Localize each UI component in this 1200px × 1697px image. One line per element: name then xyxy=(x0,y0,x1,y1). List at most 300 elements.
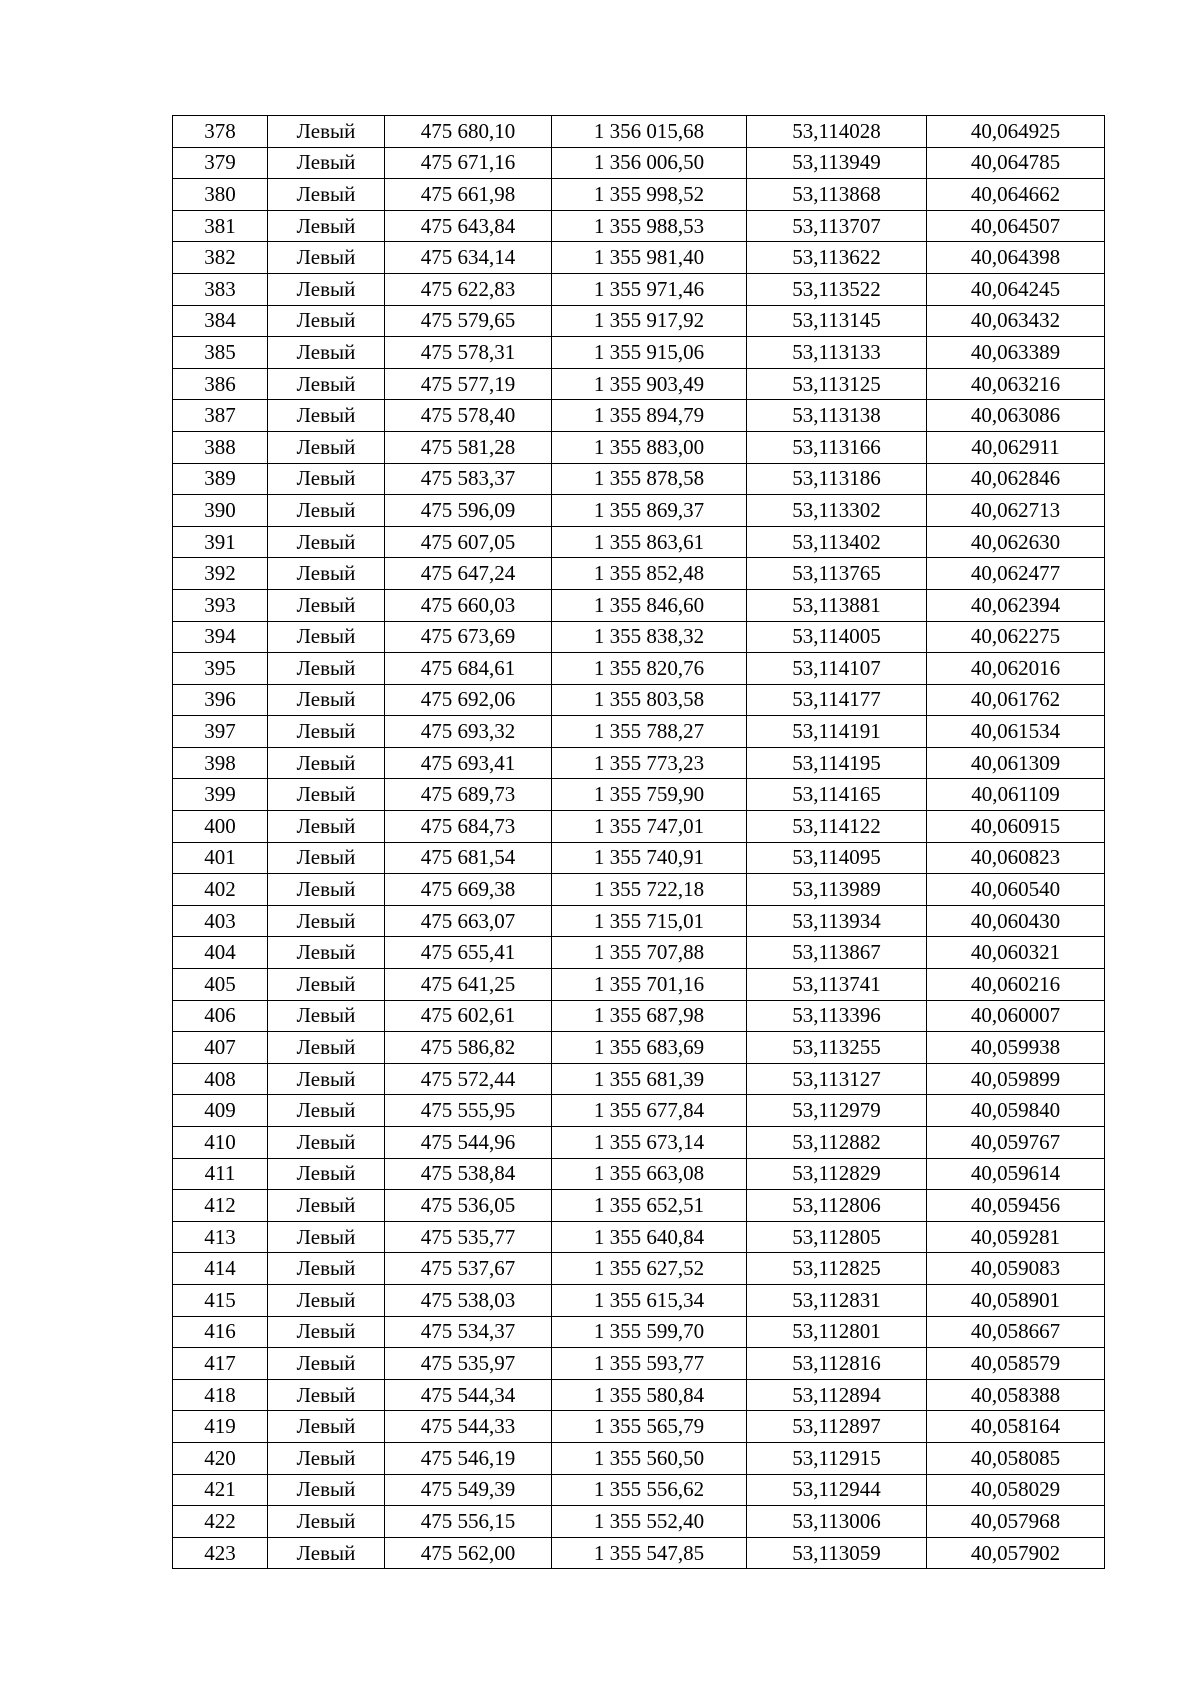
table-row xyxy=(173,937,1105,969)
longitude-cell: 40,064507 xyxy=(927,210,1105,242)
table-row xyxy=(173,589,1105,621)
y-coordinate-cell: 1 355 673,14 xyxy=(552,1127,747,1159)
y-coordinate-cell: 1 355 565,79 xyxy=(552,1411,747,1443)
y-coordinate-cell: 1 355 981,40 xyxy=(552,242,747,274)
latitude-cell: 53,113741 xyxy=(747,969,927,1001)
y-coordinate-cell: 1 355 593,77 xyxy=(552,1348,747,1380)
side-cell: Левый xyxy=(268,463,385,495)
point-number-cell: 401 xyxy=(173,842,268,874)
y-coordinate-cell: 1 355 580,84 xyxy=(552,1379,747,1411)
longitude-cell: 40,058667 xyxy=(927,1316,1105,1348)
side-cell: Левый xyxy=(268,842,385,874)
x-coordinate-cell: 475 693,32 xyxy=(385,716,552,748)
x-coordinate-cell: 475 538,03 xyxy=(385,1284,552,1316)
longitude-cell: 40,058388 xyxy=(927,1379,1105,1411)
y-coordinate-cell: 1 355 820,76 xyxy=(552,653,747,685)
y-coordinate-cell: 1 355 722,18 xyxy=(552,874,747,906)
longitude-cell: 40,058029 xyxy=(927,1474,1105,1506)
x-coordinate-cell: 475 680,10 xyxy=(385,116,552,148)
x-coordinate-cell: 475 684,73 xyxy=(385,811,552,843)
latitude-cell: 53,113145 xyxy=(747,305,927,337)
x-coordinate-cell: 475 693,41 xyxy=(385,747,552,779)
side-cell: Левый xyxy=(268,621,385,653)
table-row xyxy=(173,431,1105,463)
x-coordinate-cell: 475 660,03 xyxy=(385,589,552,621)
table-row xyxy=(173,811,1105,843)
latitude-cell: 53,114095 xyxy=(747,842,927,874)
longitude-cell: 40,058085 xyxy=(927,1442,1105,1474)
table-row xyxy=(173,116,1105,148)
side-cell: Левый xyxy=(268,337,385,369)
side-cell: Левый xyxy=(268,1221,385,1253)
longitude-cell: 40,062846 xyxy=(927,463,1105,495)
point-number-cell: 397 xyxy=(173,716,268,748)
y-coordinate-cell: 1 355 701,16 xyxy=(552,969,747,1001)
side-cell: Левый xyxy=(268,874,385,906)
point-number-cell: 394 xyxy=(173,621,268,653)
latitude-cell: 53,113006 xyxy=(747,1506,927,1538)
x-coordinate-cell: 475 536,05 xyxy=(385,1190,552,1222)
point-number-cell: 420 xyxy=(173,1442,268,1474)
x-coordinate-cell: 475 534,37 xyxy=(385,1316,552,1348)
y-coordinate-cell: 1 355 971,46 xyxy=(552,273,747,305)
point-number-cell: 417 xyxy=(173,1348,268,1380)
latitude-cell: 53,113868 xyxy=(747,179,927,211)
side-cell: Левый xyxy=(268,1063,385,1095)
latitude-cell: 53,113765 xyxy=(747,558,927,590)
point-number-cell: 392 xyxy=(173,558,268,590)
table-row xyxy=(173,1379,1105,1411)
table-row xyxy=(173,1284,1105,1316)
x-coordinate-cell: 475 544,96 xyxy=(385,1127,552,1159)
table-row xyxy=(173,874,1105,906)
table-row xyxy=(173,1474,1105,1506)
side-cell: Левый xyxy=(268,179,385,211)
latitude-cell: 53,113949 xyxy=(747,147,927,179)
side-cell: Левый xyxy=(268,495,385,527)
y-coordinate-cell: 1 355 915,06 xyxy=(552,337,747,369)
point-number-cell: 408 xyxy=(173,1063,268,1095)
y-coordinate-cell: 1 355 640,84 xyxy=(552,1221,747,1253)
table-row xyxy=(173,1032,1105,1064)
y-coordinate-cell: 1 355 663,08 xyxy=(552,1158,747,1190)
point-number-cell: 416 xyxy=(173,1316,268,1348)
table-row xyxy=(173,716,1105,748)
side-cell: Левый xyxy=(268,969,385,1001)
table-row xyxy=(173,684,1105,716)
latitude-cell: 53,114177 xyxy=(747,684,927,716)
latitude-cell: 53,112897 xyxy=(747,1411,927,1443)
table-row xyxy=(173,747,1105,779)
y-coordinate-cell: 1 355 759,90 xyxy=(552,779,747,811)
latitude-cell: 53,113934 xyxy=(747,905,927,937)
y-coordinate-cell: 1 355 878,58 xyxy=(552,463,747,495)
x-coordinate-cell: 475 692,06 xyxy=(385,684,552,716)
y-coordinate-cell: 1 355 652,51 xyxy=(552,1190,747,1222)
point-number-cell: 386 xyxy=(173,368,268,400)
x-coordinate-cell: 475 681,54 xyxy=(385,842,552,874)
table-row xyxy=(173,368,1105,400)
x-coordinate-cell: 475 602,61 xyxy=(385,1000,552,1032)
y-coordinate-cell: 1 355 838,32 xyxy=(552,621,747,653)
point-number-cell: 409 xyxy=(173,1095,268,1127)
side-cell: Левый xyxy=(268,1253,385,1285)
side-cell: Левый xyxy=(268,526,385,558)
latitude-cell: 53,113059 xyxy=(747,1537,927,1569)
point-number-cell: 421 xyxy=(173,1474,268,1506)
table-row xyxy=(173,558,1105,590)
table-row xyxy=(173,179,1105,211)
x-coordinate-cell: 475 555,95 xyxy=(385,1095,552,1127)
x-coordinate-cell: 475 538,84 xyxy=(385,1158,552,1190)
longitude-cell: 40,061762 xyxy=(927,684,1105,716)
x-coordinate-cell: 475 578,31 xyxy=(385,337,552,369)
point-number-cell: 385 xyxy=(173,337,268,369)
point-number-cell: 379 xyxy=(173,147,268,179)
side-cell: Левый xyxy=(268,811,385,843)
longitude-cell: 40,061109 xyxy=(927,779,1105,811)
latitude-cell: 53,113186 xyxy=(747,463,927,495)
x-coordinate-cell: 475 647,24 xyxy=(385,558,552,590)
table-row xyxy=(173,779,1105,811)
x-coordinate-cell: 475 546,19 xyxy=(385,1442,552,1474)
longitude-cell: 40,060321 xyxy=(927,937,1105,969)
longitude-cell: 40,063216 xyxy=(927,368,1105,400)
latitude-cell: 53,112944 xyxy=(747,1474,927,1506)
longitude-cell: 40,064662 xyxy=(927,179,1105,211)
latitude-cell: 53,112882 xyxy=(747,1127,927,1159)
latitude-cell: 53,113133 xyxy=(747,337,927,369)
table-row xyxy=(173,1537,1105,1569)
latitude-cell: 53,113138 xyxy=(747,400,927,432)
side-cell: Левый xyxy=(268,684,385,716)
side-cell: Левый xyxy=(268,1158,385,1190)
table-row xyxy=(173,147,1105,179)
side-cell: Левый xyxy=(268,1127,385,1159)
side-cell: Левый xyxy=(268,116,385,148)
side-cell: Левый xyxy=(268,589,385,621)
table-row xyxy=(173,242,1105,274)
side-cell: Левый xyxy=(268,400,385,432)
latitude-cell: 53,112829 xyxy=(747,1158,927,1190)
table-row xyxy=(173,495,1105,527)
y-coordinate-cell: 1 355 894,79 xyxy=(552,400,747,432)
point-number-cell: 404 xyxy=(173,937,268,969)
y-coordinate-cell: 1 355 788,27 xyxy=(552,716,747,748)
y-coordinate-cell: 1 355 599,70 xyxy=(552,1316,747,1348)
latitude-cell: 53,113881 xyxy=(747,589,927,621)
side-cell: Левый xyxy=(268,1474,385,1506)
latitude-cell: 53,113302 xyxy=(747,495,927,527)
side-cell: Левый xyxy=(268,1032,385,1064)
table-row xyxy=(173,1442,1105,1474)
latitude-cell: 53,112805 xyxy=(747,1221,927,1253)
y-coordinate-cell: 1 355 883,00 xyxy=(552,431,747,463)
latitude-cell: 53,113522 xyxy=(747,273,927,305)
y-coordinate-cell: 1 355 903,49 xyxy=(552,368,747,400)
y-coordinate-cell: 1 355 988,53 xyxy=(552,210,747,242)
y-coordinate-cell: 1 355 627,52 xyxy=(552,1253,747,1285)
y-coordinate-cell: 1 355 773,23 xyxy=(552,747,747,779)
longitude-cell: 40,061534 xyxy=(927,716,1105,748)
table-row xyxy=(173,463,1105,495)
latitude-cell: 53,113622 xyxy=(747,242,927,274)
latitude-cell: 53,112801 xyxy=(747,1316,927,1348)
longitude-cell: 40,062275 xyxy=(927,621,1105,653)
latitude-cell: 53,114195 xyxy=(747,747,927,779)
latitude-cell: 53,112825 xyxy=(747,1253,927,1285)
side-cell: Левый xyxy=(268,431,385,463)
y-coordinate-cell: 1 355 740,91 xyxy=(552,842,747,874)
longitude-cell: 40,058164 xyxy=(927,1411,1105,1443)
x-coordinate-cell: 475 562,00 xyxy=(385,1537,552,1569)
latitude-cell: 53,113402 xyxy=(747,526,927,558)
y-coordinate-cell: 1 355 852,48 xyxy=(552,558,747,590)
side-cell: Левый xyxy=(268,558,385,590)
point-number-cell: 389 xyxy=(173,463,268,495)
x-coordinate-cell: 475 643,84 xyxy=(385,210,552,242)
point-number-cell: 423 xyxy=(173,1537,268,1569)
point-number-cell: 398 xyxy=(173,747,268,779)
table-row xyxy=(173,1190,1105,1222)
y-coordinate-cell: 1 355 715,01 xyxy=(552,905,747,937)
longitude-cell: 40,059840 xyxy=(927,1095,1105,1127)
point-number-cell: 405 xyxy=(173,969,268,1001)
side-cell: Левый xyxy=(268,937,385,969)
longitude-cell: 40,062713 xyxy=(927,495,1105,527)
point-number-cell: 411 xyxy=(173,1158,268,1190)
side-cell: Левый xyxy=(268,242,385,274)
latitude-cell: 53,112816 xyxy=(747,1348,927,1380)
point-number-cell: 412 xyxy=(173,1190,268,1222)
table-row xyxy=(173,969,1105,1001)
longitude-cell: 40,062477 xyxy=(927,558,1105,590)
y-coordinate-cell: 1 355 917,92 xyxy=(552,305,747,337)
longitude-cell: 40,059767 xyxy=(927,1127,1105,1159)
x-coordinate-cell: 475 596,09 xyxy=(385,495,552,527)
longitude-cell: 40,059456 xyxy=(927,1190,1105,1222)
side-cell: Левый xyxy=(268,147,385,179)
side-cell: Левый xyxy=(268,1442,385,1474)
point-number-cell: 396 xyxy=(173,684,268,716)
point-number-cell: 390 xyxy=(173,495,268,527)
longitude-cell: 40,062630 xyxy=(927,526,1105,558)
latitude-cell: 53,114005 xyxy=(747,621,927,653)
x-coordinate-cell: 475 689,73 xyxy=(385,779,552,811)
table-row xyxy=(173,1411,1105,1443)
latitude-cell: 53,114107 xyxy=(747,653,927,685)
longitude-cell: 40,059083 xyxy=(927,1253,1105,1285)
side-cell: Левый xyxy=(268,1000,385,1032)
x-coordinate-cell: 475 544,33 xyxy=(385,1411,552,1443)
longitude-cell: 40,060007 xyxy=(927,1000,1105,1032)
longitude-cell: 40,063432 xyxy=(927,305,1105,337)
point-number-cell: 393 xyxy=(173,589,268,621)
table-row xyxy=(173,842,1105,874)
x-coordinate-cell: 475 663,07 xyxy=(385,905,552,937)
table-row xyxy=(173,1221,1105,1253)
point-number-cell: 422 xyxy=(173,1506,268,1538)
x-coordinate-cell: 475 671,16 xyxy=(385,147,552,179)
table-row xyxy=(173,273,1105,305)
latitude-cell: 53,114028 xyxy=(747,116,927,148)
point-number-cell: 413 xyxy=(173,1221,268,1253)
x-coordinate-cell: 475 607,05 xyxy=(385,526,552,558)
longitude-cell: 40,057902 xyxy=(927,1537,1105,1569)
latitude-cell: 53,113989 xyxy=(747,874,927,906)
y-coordinate-cell: 1 355 707,88 xyxy=(552,937,747,969)
point-number-cell: 387 xyxy=(173,400,268,432)
longitude-cell: 40,063086 xyxy=(927,400,1105,432)
point-number-cell: 402 xyxy=(173,874,268,906)
table-row xyxy=(173,1095,1105,1127)
table-row xyxy=(173,305,1105,337)
x-coordinate-cell: 475 661,98 xyxy=(385,179,552,211)
side-cell: Левый xyxy=(268,368,385,400)
longitude-cell: 40,063389 xyxy=(927,337,1105,369)
point-number-cell: 380 xyxy=(173,179,268,211)
table-row xyxy=(173,337,1105,369)
x-coordinate-cell: 475 669,38 xyxy=(385,874,552,906)
x-coordinate-cell: 475 549,39 xyxy=(385,1474,552,1506)
longitude-cell: 40,060216 xyxy=(927,969,1105,1001)
longitude-cell: 40,064785 xyxy=(927,147,1105,179)
point-number-cell: 415 xyxy=(173,1284,268,1316)
y-coordinate-cell: 1 355 803,58 xyxy=(552,684,747,716)
point-number-cell: 391 xyxy=(173,526,268,558)
y-coordinate-cell: 1 355 869,37 xyxy=(552,495,747,527)
side-cell: Левый xyxy=(268,1316,385,1348)
point-number-cell: 410 xyxy=(173,1127,268,1159)
table-row xyxy=(173,1000,1105,1032)
longitude-cell: 40,059281 xyxy=(927,1221,1105,1253)
latitude-cell: 53,114165 xyxy=(747,779,927,811)
latitude-cell: 53,112979 xyxy=(747,1095,927,1127)
y-coordinate-cell: 1 355 556,62 xyxy=(552,1474,747,1506)
table-row xyxy=(173,905,1105,937)
longitude-cell: 40,064245 xyxy=(927,273,1105,305)
side-cell: Левый xyxy=(268,1095,385,1127)
latitude-cell: 53,113125 xyxy=(747,368,927,400)
x-coordinate-cell: 475 578,40 xyxy=(385,400,552,432)
table-row xyxy=(173,400,1105,432)
latitude-cell: 53,113867 xyxy=(747,937,927,969)
side-cell: Левый xyxy=(268,716,385,748)
longitude-cell: 40,062911 xyxy=(927,431,1105,463)
x-coordinate-cell: 475 673,69 xyxy=(385,621,552,653)
side-cell: Левый xyxy=(268,210,385,242)
longitude-cell: 40,064925 xyxy=(927,116,1105,148)
y-coordinate-cell: 1 355 677,84 xyxy=(552,1095,747,1127)
side-cell: Левый xyxy=(268,1190,385,1222)
latitude-cell: 53,112831 xyxy=(747,1284,927,1316)
x-coordinate-cell: 475 535,97 xyxy=(385,1348,552,1380)
side-cell: Левый xyxy=(268,653,385,685)
coordinates-table xyxy=(172,115,1105,1569)
y-coordinate-cell: 1 355 863,61 xyxy=(552,526,747,558)
point-number-cell: 406 xyxy=(173,1000,268,1032)
longitude-cell: 40,058901 xyxy=(927,1284,1105,1316)
y-coordinate-cell: 1 355 747,01 xyxy=(552,811,747,843)
table-row xyxy=(173,210,1105,242)
point-number-cell: 414 xyxy=(173,1253,268,1285)
x-coordinate-cell: 475 556,15 xyxy=(385,1506,552,1538)
x-coordinate-cell: 475 579,65 xyxy=(385,305,552,337)
point-number-cell: 388 xyxy=(173,431,268,463)
y-coordinate-cell: 1 355 687,98 xyxy=(552,1000,747,1032)
y-coordinate-cell: 1 355 547,85 xyxy=(552,1537,747,1569)
latitude-cell: 53,113707 xyxy=(747,210,927,242)
longitude-cell: 40,060915 xyxy=(927,811,1105,843)
latitude-cell: 53,113166 xyxy=(747,431,927,463)
longitude-cell: 40,059614 xyxy=(927,1158,1105,1190)
table-row xyxy=(173,1253,1105,1285)
table-row xyxy=(173,1127,1105,1159)
latitude-cell: 53,114191 xyxy=(747,716,927,748)
table-row xyxy=(173,1316,1105,1348)
longitude-cell: 40,059938 xyxy=(927,1032,1105,1064)
side-cell: Левый xyxy=(268,1284,385,1316)
latitude-cell: 53,114122 xyxy=(747,811,927,843)
longitude-cell: 40,060540 xyxy=(927,874,1105,906)
side-cell: Левый xyxy=(268,305,385,337)
point-number-cell: 400 xyxy=(173,811,268,843)
table-row xyxy=(173,526,1105,558)
point-number-cell: 407 xyxy=(173,1032,268,1064)
side-cell: Левый xyxy=(268,1379,385,1411)
longitude-cell: 40,058579 xyxy=(927,1348,1105,1380)
point-number-cell: 395 xyxy=(173,653,268,685)
y-coordinate-cell: 1 356 006,50 xyxy=(552,147,747,179)
x-coordinate-cell: 475 655,41 xyxy=(385,937,552,969)
x-coordinate-cell: 475 583,37 xyxy=(385,463,552,495)
side-cell: Левый xyxy=(268,1348,385,1380)
side-cell: Левый xyxy=(268,905,385,937)
point-number-cell: 419 xyxy=(173,1411,268,1443)
x-coordinate-cell: 475 544,34 xyxy=(385,1379,552,1411)
y-coordinate-cell: 1 355 615,34 xyxy=(552,1284,747,1316)
x-coordinate-cell: 475 641,25 xyxy=(385,969,552,1001)
x-coordinate-cell: 475 537,67 xyxy=(385,1253,552,1285)
y-coordinate-cell: 1 355 560,50 xyxy=(552,1442,747,1474)
x-coordinate-cell: 475 586,82 xyxy=(385,1032,552,1064)
longitude-cell: 40,060823 xyxy=(927,842,1105,874)
table-row xyxy=(173,621,1105,653)
x-coordinate-cell: 475 535,77 xyxy=(385,1221,552,1253)
side-cell: Левый xyxy=(268,779,385,811)
side-cell: Левый xyxy=(268,273,385,305)
table-row xyxy=(173,1348,1105,1380)
y-coordinate-cell: 1 355 846,60 xyxy=(552,589,747,621)
latitude-cell: 53,113255 xyxy=(747,1032,927,1064)
latitude-cell: 53,113127 xyxy=(747,1063,927,1095)
x-coordinate-cell: 475 634,14 xyxy=(385,242,552,274)
y-coordinate-cell: 1 356 015,68 xyxy=(552,116,747,148)
x-coordinate-cell: 475 622,83 xyxy=(385,273,552,305)
point-number-cell: 418 xyxy=(173,1379,268,1411)
longitude-cell: 40,062394 xyxy=(927,589,1105,621)
table-row xyxy=(173,653,1105,685)
x-coordinate-cell: 475 577,19 xyxy=(385,368,552,400)
latitude-cell: 53,112894 xyxy=(747,1379,927,1411)
x-coordinate-cell: 475 684,61 xyxy=(385,653,552,685)
side-cell: Левый xyxy=(268,747,385,779)
point-number-cell: 381 xyxy=(173,210,268,242)
side-cell: Левый xyxy=(268,1537,385,1569)
longitude-cell: 40,064398 xyxy=(927,242,1105,274)
table-row xyxy=(173,1506,1105,1538)
x-coordinate-cell: 475 581,28 xyxy=(385,431,552,463)
